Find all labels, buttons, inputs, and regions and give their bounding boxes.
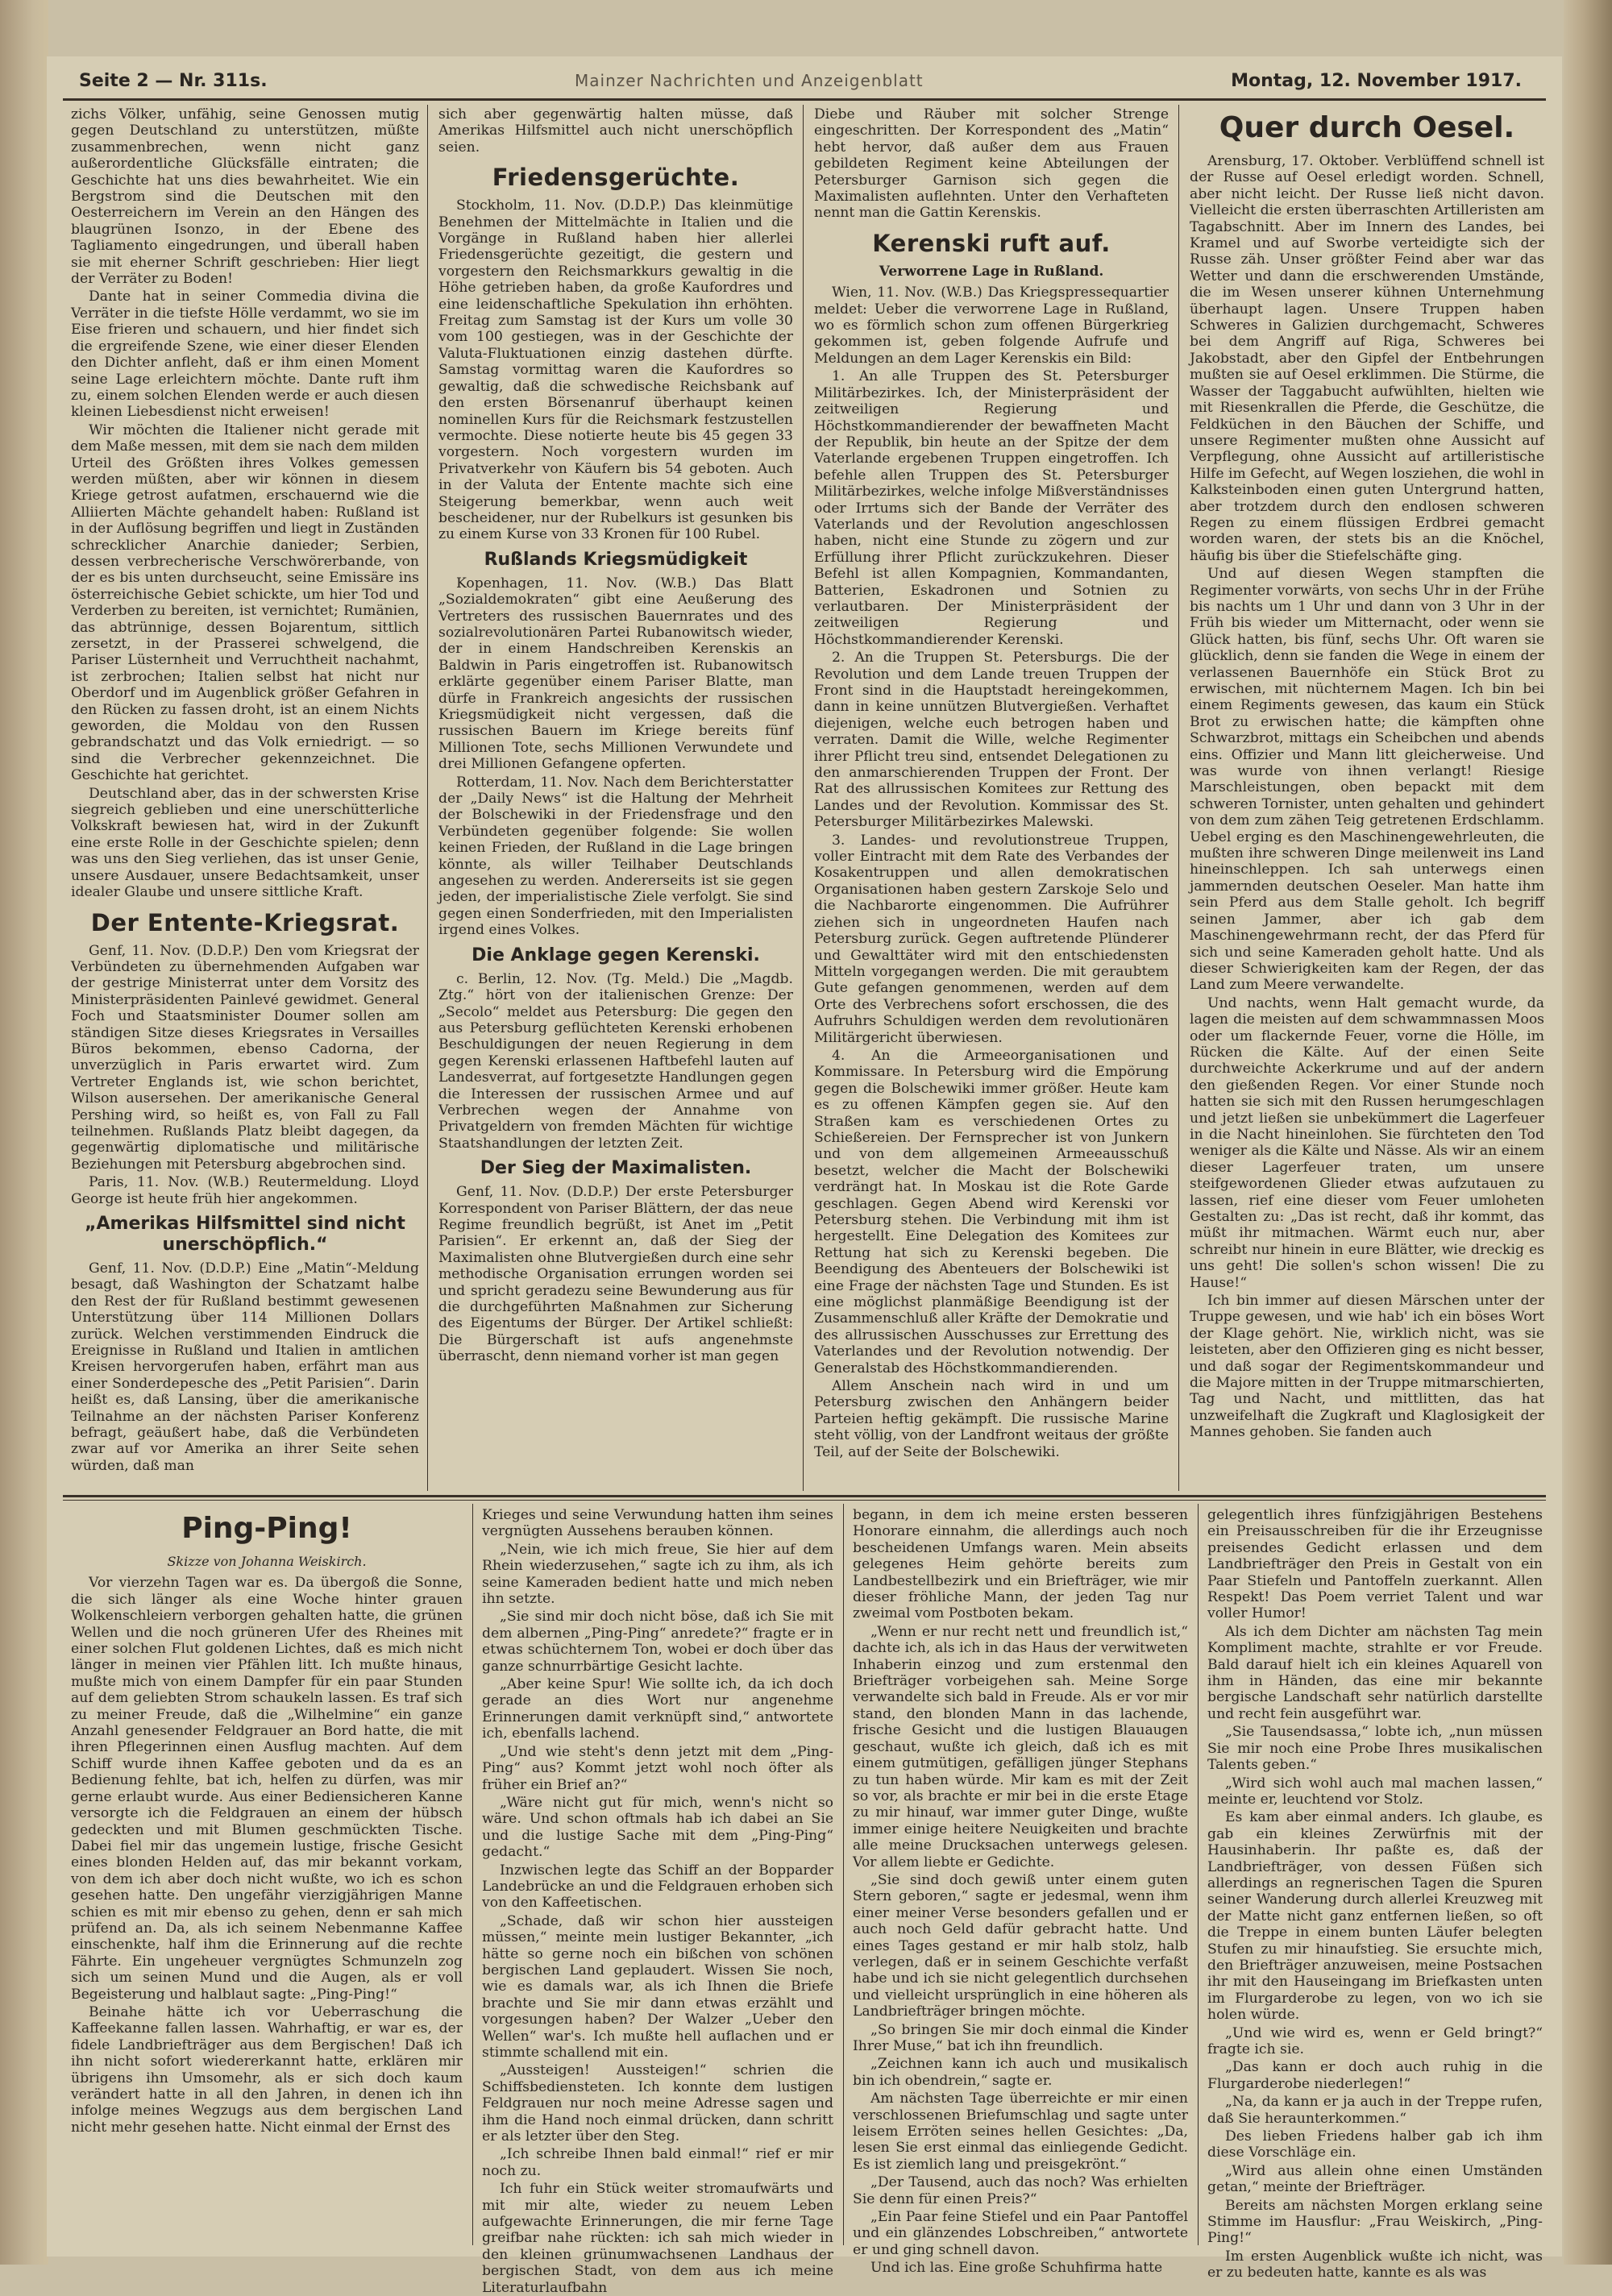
paragraph: Genf, 11. Nov. (D.D.P.) Der erste Petersburger Korrespondent von Pariser Blättern, der das neue Regime freundlich begrüßt, ist Anet im „Petit Parisien“. Er erkennt an, daß der Sieg der Maximalisten ohne Blutvergießen durch eine sehr methodische Organisation errungen worden sei und spricht geradezu seine Bewunderung aus für die durchgeführten Maßnahmen zur Sicherung des Eigentums der Bürger. Der Artikel schließt: Die Bürgerschaft ist aufs angenehmste überrascht, denn niemand vorher ist man gegen (438, 1184, 793, 1365)
feuilleton-column-4 (1207, 1507, 1543, 2281)
paragraph: Ich fuhr ein Stück weiter stromaufwärts und mit mir alte, wieder zu neuem Leben aufgewachte Erinnerungen, die mir ferne Tage greifbar nahe rückten: ich sah mich wieder in den kleinen grünumwachsenen Landhaus der bergischen Stadt, von dem aus ich meine Literaturlaufbahn (482, 2181, 833, 2296)
headline-kerenski-ruft-auf: Kerenski ruft auf. (872, 229, 1111, 257)
paragraph: Im ersten Augenblick wußte ich nicht, was er zu bedeuten hatte, kannte es als was (1207, 2248, 1543, 2281)
column-rule (803, 105, 804, 1491)
paragraph: Beinahe hätte ich vor Ueberraschung die Kaffeekanne fallen lassen. Wahrhaftig, er war es, der fidele Landbriefträger aus dem Bergischen! Daß ich ihn nicht sofort wiedererkannt hatte, erklären mir übrigens ihn Umsomehr, als er sich doch kaum verändert hatte in all den Jahren, in denen ich ihn infolge meines Wegzugs aus dem bergischen Land nicht mehr gesehen hatte. Nicht einmal der Ernst des (71, 2003, 463, 2136)
paragraph: Kopenhagen, 11. Nov. (W.B.) Das Blatt „Sozialdemokraten“ gibt eine Aeußerung des Vertreters des russischen Bauernrates und des sozialrevolutionären Partei Rubanowitsch wieder, der in einem Handschreiben Kerenskis an Baldwin in Paris eingetroffen ist. Rubanowitsch erklärte gegenüber einem Pariser Blatte, man dürfe in Frankreich angesichts der russischen Kriegsmüdigkeit nicht vergessen, daß die russischen Bauern im Kriege bereits fünf Millionen Tote, sechs Millionen Verwundete und drei Millionen Gefangene opferten. (438, 575, 793, 773)
paragraph: begann, in dem ich meine ersten besseren Honorare einnahm, die allerdings auch noch bescheidenen Umfangs waren. Mein abseits gelegenes Heim gehörte bereits zum Landbestellbezirk und ein Briefträger, wie mir dieser fröhliche Mann, der jeden Tag nur zweimal vom Postboten bekam. (853, 1507, 1188, 1622)
paragraph: Allem Anschein nach wird in und um Petersburg zwischen den Anhängern beider Parteien heftig gekämpft. Die russische Marine steht völlig, von der Landfront weitaus der größte Teil, auf der Seite der Bolschewiki. (814, 1378, 1169, 1460)
paragraph: Wien, 11. Nov. (W.B.) Das Kriegspressequartier meldet: Ueber die verworrene Lage in Rußland, wo es förmlich schon zum offenen Bürgerkrieg gekommen ist, geben folgende Aufrufe und Meldungen an dem Lager Kerenskis ein Bild: (814, 284, 1169, 367)
story-byline: Skizze von Johanna Weiskirch. (167, 1554, 367, 1569)
paragraph: Des lieben Friedens halber gab ich ihm diese Vorschläge ein. (1207, 2128, 1543, 2161)
paragraph: sich aber gegenwärtig halten müsse, daß Amerikas Hilfsmittel auch nicht unerschöpflich seien. (438, 106, 793, 156)
paragraph: „Na, da kann er ja auch in der Treppe rufen, daß Sie heraunterkommen.“ (1207, 2094, 1543, 2127)
feuilleton-rule-thin (63, 1500, 1546, 1501)
paragraph: „Sie sind mir doch nicht böse, daß ich Sie mit dem albernen „Ping-Ping“ anredete?“ fragte er in etwas schüchternem Ton, wobei er doch über das ganze schnurrbärtige Gesicht lachte. (482, 1609, 833, 1675)
paragraph: „Das kann er doch auch ruhig in die Flurgarderobe niederlegen!“ (1207, 2059, 1543, 2092)
paragraph: „So bringen Sie mir doch einmal die Kinder Ihrer Muse,“ bat ich ihn freundlich. (853, 2021, 1188, 2054)
paragraph: „Wird sich wohl auch mal machen lassen,“ meinte er, leuchtend vor Stolz. (1207, 1775, 1543, 1808)
header-rule (63, 98, 1546, 101)
paragraph: „Aber keine Spur! Wie sollte ich, da ich doch gerade an dies Wort nur angenehme Erinnerungen damit verknüpft sind,“ antwortete ich, ebenfalls lachend. (482, 1676, 833, 1742)
issue-date: Montag, 12. November 1917. (1231, 70, 1522, 91)
feuilleton-column-3 (853, 1507, 1188, 2277)
column-1 (71, 106, 419, 1489)
newspaper-page (47, 56, 1562, 2296)
story-title: Ping-Ping! (181, 1512, 352, 1545)
column-rule (427, 105, 428, 1491)
page-number: Seite 2 — Nr. 311s. (79, 70, 268, 91)
paragraph: Arensburg, 17. Oktober. Verblüffend schnell ist der Russe auf Oesel erledigt worden. Schnell, aber nicht leicht. Der Russe ließ nicht davon. Vielleicht die ersten überraschten Artilleristen am Tagabschnitt. Aber im Innern des Landes, bei Kramel und auf Sworbe verteidigte sich der Russe zäh. Unser größter Feind aber war das Wetter und dann die erschwerenden Umstände, die im Wesen unserer kühnen Unternehmung überhaupt lagen. Unsere Truppen haben Schweres in Galizien durchgemacht, Schweres bei dem Angriff auf Riga, Schweres bei Jakobstadt, aber den Gipfel der Entbehrungen mußten sie auf Oesel erklimmen. Die Stürme, die Wasser der Taggabucht aufwühlten, hielten wie mit Riesenkrallen die Pferde, die Geschütze, die Feldküchen in den Bäuchen der Schiffe, und unsere Regimenter mußten ohne Aussicht auf Verpflegung, ohne Aussicht auf artilleristische Hilfe im Gefecht, auf Wegen losziehen, die wohl in Kalksteinboden einen guten Untergrund hatten, aber trotzdem durch den endlosen schweren Regen zu einem flüssigen Erdbrei gemacht worden waren, der stets bis an die Knöchel, häufig bis über die Stiefelschäfte ging. (1190, 153, 1544, 564)
feuilleton-rule (63, 1495, 1546, 1497)
paragraph: „Schade, daß wir schon hier aussteigen müssen,“ meinte mein lustiger Bekannter, „ich hätte so gerne noch ein bißchen von schönen bergischen Land geplaudert. Wissen Sie noch, wie es damals war, als ich Ihnen die Briefe brachte und Sie mir dann etwas erzählt und vorgesungen haben? Der Walzer „Ueber den Wellen“ war's. Ich mußte hell auflachen und er stimmte schallend mit ein. (482, 1912, 833, 2061)
paragraph: Und auf diesen Wegen stampften die Regimenter vorwärts, von sechs Uhr in der Frühe bis nachts um 1 Uhr und dann von 3 Uhr in der Früh bis wieder um Mitternacht, oder wenn sie Glück hatten, bis fünf, sechs Uhr. Oft waren sie glücklich, denn sie fanden die Wege in einem der verlassenen Bauernhöfe ein Stück Brot zu erwischen, mit nüchternem Magen. Ich bin bei einem Regiments gewesen, das kaum ein Stück Brot zu erwischen hatte; die kämpften ohne Schwarzbrot, mittags ein Scheibchen und abends eins. Offizier und Mann litt gleicherweise. Und was wurde von ihnen verlangt! Riesige Marschleistungen, oben bepackt mit dem schweren Tornister, unten gehalten und gehindert von dem zum zähen Teig getretenen Erdschlamm. Uebel erging es den Maschinengewehrleuten, die mußten ihre schweren Dinge meilenweit ins Land hineinschleppen. Ich sah unterwegs einen jammernden deutschen Oeseler. Man hatte ihm sein Pferd aus dem Stalle geholt. Ich begriff seinen Jammer, aber ich gab dem Maschinengewehrmann recht, der das Pferd für sich und seine Kameraden geholt hatte. Und als dieser Schwierigkeiten kam der Regen, der das Land zum Meere verwandelte. (1190, 566, 1544, 994)
paragraph: Dante hat in seiner Commedia divina die Verräter in die tiefste Hölle verdammt, wo sie im Eise frieren und schauern, und hier findet sich die ergreifende Szene, wie einer dieser Elenden den Dichter anfleht, daß er ihm einen Moment seine Lage erleichtern möchte. Dante ruft ihm zu, einem solchen Elenden werde er auch diesen kleinen Liebesdienst nicht erweisen! (71, 289, 419, 421)
feuilleton-column-2 (482, 1507, 833, 2296)
paragraph: 2. An die Truppen St. Petersburgs. Die der Revolution und dem Lande treuen Truppen der Front sind in die Hauptstadt hereingekommen, dann in keine unnützen Blutvergießen. Verhaftet diejenigen, welche euch betrogen haben und verraten. Damit die Wille, welche Regimenter ihrer Pflicht treu sind, entsendet Delegationen zu den anmarschierenden Truppen der Front. Der Rat des allrussischen Komitees zur Rettung des Landes und der Revolution. Kommissar des St. Petersburger Militärbezirkes Malewski. (814, 650, 1169, 831)
paragraph: „Aussteigen! Aussteigen!“ schrien die Schiffsbediensteten. Ich konnte dem lustigen Feldgrauen nur noch meine Adresse sagen und ihm die Hand noch einmal drücken, dann schritt er als letzter über den Steg. (482, 2062, 833, 2145)
column-4 (1190, 106, 1544, 1489)
paragraph: Wir möchten die Italiener nicht gerade mit dem Maße messen, mit dem sie nach dem milden Urteil des Größten ihres Volkes gemessen werden müßten, aber wir können in diesem Kriege getrost aufatmen, erschauernd wie die Alliierten Mächte gehandelt haben: Rußland ist in der Auflösung begriffen und liegt in Zuständen schrecklicher Anarchie danieder; Serbien, dessen verbrecherische Verschwörerbande, von der es bis unten durchseucht, seine Emissäre ins österreichische Gebiet schickte, um hier Tod und Verderben zu bereiten, ist vernichtet; Rumänien, das abtrünnige, dessen Bojarentum, sittlich zersetzt, in der Prasserei schwelgend, die Pariser Lüsternheit und Verruchtheit nachahmt, ist zerbrochen; Italien selbst hat nicht nur Oberdorf und im Augenblick größer Gefahren in den Rücken zu fassen droht, ist an einem Nichts geworden, die Moldau von den Russen gebrandschatzt und das Volk erniedrigt. — so sind die Verbrecher gekennzeichnet. Die Geschichte hat gerichtet. (71, 421, 419, 784)
column-rule (843, 1504, 844, 2245)
page-edge-left (0, 0, 48, 2265)
paragraph: Und nachts, wenn Halt gemacht wurde, da lagen die meisten auf dem schwammnassen Moos oder um flackernde Feuer, vorne die Hölle, im Rücken die Kälte. Auf der einen Seite durchweichte Ackerkrume und auf der andern den gießenden Regen. Vor einer Stunde noch hatten sie sich mit den Russen herumgeschlagen und jetzt ließen sie unbekümmert die Lagerfeuer in die Nacht hineinlohen. Sie fürchteten den Tod weniger als die Kälte und Nässe. Als wir an einem dieser Lagerfeuer traten, um unsere steifgewordenen Glieder etwas aufzutauen zu lassen, rief eine dieser vom Feuer umloheten Gestalten zu: „Das ist recht, daß ihr kommt, das müßt ihr mitmachen. Wärmt euch nur, aber schreibt nur hinein in eure Blätter, wie dreckig es uns geht! Die sollen's schon wissen! Die zu Hause!“ (1190, 994, 1544, 1291)
paragraph: „Und wie steht's denn jetzt mit dem „Ping-Ping“ aus? Kommt jetzt wohl noch öfter als früher ein Brief an?“ (482, 1743, 833, 1793)
feuilleton-column-1 (71, 1507, 463, 2245)
paragraph: Als ich dem Dichter am nächsten Tag mein Kompliment machte, strahlte er vor Freude. Bald darauf hielt ich ein kleines Aquarell von ihm in Händen, das eine mir bekannte bergische Landschaft sehr natürlich darstellte und recht fein ausgeführt war. (1207, 1623, 1543, 1722)
column-3 (814, 106, 1169, 1489)
page-edge-right (1564, 0, 1612, 2265)
paragraph: Krieges und seine Verwundung hatten ihm seines vergnügten Aussehens berauben können. (482, 1507, 833, 1540)
paragraph: Am nächsten Tage überreichte er mir einen verschlossenen Briefumschlag und sagte unter leisem Erröten seines hellen Gesichtes: „Da, lesen Sie erst einmal das einliegende Gedicht. Es ist ziemlich lang und preisgekrönt.“ (853, 2090, 1188, 2173)
paragraph: Inzwischen legte das Schiff an der Bopparder Landebrücke an und die Feldgrauen erhoben sich von den Kaffeetischen. (482, 1862, 833, 1912)
page-header (47, 64, 1562, 97)
paragraph: „Der Tausend, auch das noch? Was erhielten Sie denn für einen Preis?“ (853, 2174, 1188, 2207)
paragraph: „Und wie wird es, wenn er Geld bringt?“ fragte ich sie. (1207, 2024, 1543, 2057)
paragraph: „Wenn er nur recht nett und freundlich ist,“ dachte ich, als ich in das Haus der verwitweten Inhaberin einzog und zum erstenmal den Briefträger vorbeigehen sah. Meine Sorge verwandelte sich bald in Freude. Als er vor mir stand, den blonden Mann in das lachende, frische Gesicht und die lustigen Blauaugen geschaut, wußte ich gleich, daß ich es mit einem gutmütigen, gefälligen jünger Stephans zu tun haben würde. Mir kam es mit der Zeit so vor, als brachte er mir bei in die erste Etage zu mir hinauf, war immer guter Dinge, wußte immer einige heitere Neuigkeiten und brachte alle meine Drucksachen unterwegs gelesen. Vor allem liebte er Gedichte. (853, 1623, 1188, 1870)
paragraph: Es kam aber einmal anders. Ich glaube, es gab ein kleines Zerwürfnis mit der Hausinhaberin. Ihr paßte es, daß der Landbriefträger, von dessen Füßen sich allerdings an regnerischen Tagen die Spuren seiner Wanderung durch allerlei Kreuzweg mit der Matte nicht ganz entfernen ließen, so oft die Treppe in einem bunten Läufer belegten Stufen zu mir hinaufstieg. Sie ersuchte mich, den Briefträger anzuweisen, meine Postsachen ihr mit den Hauseingang im Briefkasten unten im Flurgarderobe zu legen, von wo ich sie holen würde. (1207, 1809, 1543, 2024)
paragraph: gelegentlich ihres fünfzigjährigen Bestehens ein Preisausschreiben für die ihr Erzeugnisse preisendes Gedicht erlassen und dem Landbriefträger den Preis in Gestalt von ein Paar Stiefeln und Pantoffeln zuerkannt. Allen Respekt! Das Poem verriet Talent und war voller Humor! (1207, 1507, 1543, 1622)
paragraph: Paris, 11. Nov. (W.B.) Reutermeldung. Lloyd George ist heute früh hier angekommen. (71, 1174, 419, 1207)
column-rule (1178, 105, 1179, 1491)
paragraph: „Sie sind doch gewiß unter einem guten Stern geboren,“ sagte er jedesmal, wenn ihm einer meiner Verse besonders gefallen und er auch noch Geld dafür gebracht hatte. Und eines Tages gestand er mir halb stolz, halb verlegen, daß er in seinem Geschichte verfaßt habe und ich sie nicht gelegentlich durchsehen und vielleicht ursprünglich in eine höheren als Landbriefträger bringen möchte. (853, 1871, 1188, 2020)
paragraph: „Ich schreibe Ihnen bald einmal!“ rief er mir noch zu. (482, 2146, 833, 2179)
paragraph: „Zeichnen kann ich auch und musikalisch bin ich obendrein,“ sagte er. (853, 2056, 1188, 2089)
column-2 (438, 106, 793, 1489)
headline-russlands-kriegsmuedigkeit: Rußlands Kriegsmüdigkeit (484, 549, 748, 570)
paragraph: 3. Landes- und revolutionstreue Truppen, voller Eintracht mit dem Rate des Verbandes der Kosakentruppen und allen demokratischen Organisationen haben gestern Zarskoje Selo und die Nachbarorte eingenommen. Die Aufrührer ziehen sich in ungeordneten Haufen nach Petersburg zurück. Gegen auftretende Plünderer und Gewalttäter wird mit den entschiedensten Mitteln vorgegangen werden. Die mit geraubtem Gute gefangen genommenen, werden auf dem Orte des Verbrechens sofort erschossen, die des Aufruhrs Schuldigen werden dem revolutionären Militärgericht überwiesen. (814, 832, 1169, 1046)
paragraph: Deutschland aber, das in der schwersten Krise siegreich geblieben und eine unerschütterliche Volkskraft bewiesen hat, wird in der Zukunft eine erste Rolle in der Geschichte spielen; denn was uns den Sieg verliehen, das ist unser Genie, unsere Ausdauer, unsere Bedachtsamkeit, unser idealer Glaube und unsere sittliche Kraft. (71, 785, 419, 901)
paragraph: c. Berlin, 12. Nov. (Tg. Meld.) Die „Magdb. Ztg.“ hört von der italienischen Grenze: Der „Secolo“ meldet aus Petersburg: Die gegen den aus Petersburg geflüchteten Kerenski erhobenen Beschuldigungen der neuen Regierung in dem gegen Kerenski erlassenen Haftbefehl lauten auf Landesverrat, auf fortgesetzte Handlungen gegen die Interessen der russischen Armee und auf Verbrechen wegen der Annahme von Privatgeldern von fremden Mächten für wichtige Staatshandlungen der letzten Zeit. (438, 970, 793, 1152)
masthead: Mainzer Nachrichten und Anzeigenblatt (575, 71, 924, 90)
paragraph: 4. An die Armeeorganisationen und Kommissare. In Petersburg wird die Empörung gegen die Bolschewiki immer größer. Heute kam es zu offenen Kämpfen gegen sie. Auf den Straßen kam es verschiedenen Ortes zu Schießereien. Der Fernsprecher ist von Junkern und von dem allgemeinen Armeeausschuß besetzt, welcher die Macht der Bolschewiki verdrängt hat. In Moskau ist die Rote Garde geschlagen. Gegen Abend wird Kerenski vor Petersburg stehen. Die Verbindung mit ihm ist hergestellt. Eine Delegation des Komitees zur Rettung hat sich zu Kerenski begeben. Die Beendigung des Abenteuers der Bolschewiki ist eine Frage der nächsten Tage und Stunden. Es ist eine möglichst planmäßige Beendigung ist der Zusammenschluß aller Kräfte der Demokratie und des allrussischen Ausschusses zur Errettung des Vaterlandes und der Revolution notwendig. Der Generalstab des Höchstkommandierenden. (814, 1047, 1169, 1376)
column-rule (1198, 1504, 1199, 2245)
paragraph: „Nein, wie ich mich freue, Sie hier auf dem Rhein wiederzusehen,“ sagte ich zu ihm, als ich seine Kameraden bedient hatte und mich neben ihn setzte. (482, 1541, 833, 1608)
paragraph: Vor vierzehn Tagen war es. Da übergoß die Sonne, die sich länger als eine Woche hinter grauen Wolkenschleiern verborgen gehalten hatte, die grünen Wellen und die noch grüneren Ufer des Rheines mit einer solchen Flut goldenen Lichtes, daß es mich nicht länger in meinen vier Pfählen litt. Ich mußte hinaus, mußte mich von einem Dampfer für ein paar Stunden auf dem geliebten Strom schaukeln lassen. Es traf sich zu meiner Freude, daß die „Wilhelmine“ ein ganze Anzahl genesender Feldgrauer an Bord hatte, die mit ihren Pflegerinnen einen Ausflug machten. Auf dem Schiff wurde ihnen Kaffee geboten und da es an Bedienung fehlte, bat ich, helfen zu dürfen, was mir gerne erlaubt wurde. Aus einer Bediensicheren Kanne versorgte ich die Feldgrauen an einem der hübsch gedeckten und mit Blumen geschmückten Tische. Dabei fiel mir das ungemein lustige, frische Gesicht eines blonden Helden auf, das mir bekannt vorkam, von dem ich aber doch nicht wußte, wo ich es schon gesehen hatte. Den ungefähr vierzigjährigen Manne schien es mit mir ebenso zu gehen, denn er sah mich prüfend an. Da, als ich seinem Nebenmanne Kaffee einschenkte, half ihm die Erinnerung auf die rechte Fährte. Ein ungeheuer vergnügtes Schmunzeln zog sich um seinen Mund und die Augen, als er voll Begeisterung und halblaut sagte: „Ping-Ping!“ (71, 1575, 463, 2003)
paragraph: Genf, 11. Nov. (D.D.P.) Eine „Matin“-Meldung besagt, daß Washington der Schatzamt halbe den Rest der für Rußland bestimmt gewesenen Unterstützung über 114 Millionen Dollars zurück. Welchen verstimmenden Eindruck die Ereignisse in Rußland und Italien in amtlichen Kreisen hervorgerufen haben, erfährt man aus einer Sonderdepesche des „Petit Parisien“. Darin heißt es, daß Lansing, über die amerikanische Teilnahme an der nächsten Pariser Konferenz befragt, geäußert habe, daß die Verbündeten zwar auf vor Amerika an ihrer Seite sehen würden, daß man (71, 1260, 419, 1474)
paragraph: 1. An alle Truppen des St. Petersburger Militärbezirkes. Ich, der Ministerpräsident der zeitweiligen Regierung und Höchstkommandierender der bewaffneten Macht der Republik, bin heute an der Spitze der dem Vaterlande ergebenen Truppen eingetroffen. Ich befehle allen Truppen des St. Petersburger Militärbezirkes, welche infolge Mißverständnisses oder Irrtums sich der Bande der Verräter des Vaterlands und der Revolution angeschlossen haben, nicht eine Stunde zu zögern und zur Erfüllung ihrer Pflicht zurückzukehren. Dieser Befehl ist allen Kompagnien, Kommandanten, Batterien, Eskadronen und Sotnien zu verlautbaren. Der Ministerpräsident der zeitweiligen Regierung und Höchstkommandierender Kerenski. (814, 368, 1169, 648)
headline-sieg-maximalisten: Der Sieg der Maximalisten. (480, 1158, 752, 1179)
headline-entente-kriegsrat: Der Entente-Kriegsrat. (90, 908, 400, 936)
headline-quer-durch-oesel: Quer durch Oesel. (1219, 111, 1515, 144)
paragraph: „Wäre nicht gut für mich, wenn's nicht so wäre. Und schon oftmals hab ich dabei an Sie und die lustige Sache mit dem „Ping-Ping“ gedacht.“ (482, 1794, 833, 1861)
paragraph: „Wird aus allein ohne einen Umständen getan,“ meinte der Briefträger. (1207, 2162, 1543, 2196)
paragraph: Bereits am nächsten Morgen erklang seine Stimme im Hausflur: „Frau Weiskirch, „Ping-Ping!“ (1207, 2197, 1543, 2247)
headline-friedensgeruechte: Friedensgerüchte. (492, 164, 740, 192)
paragraph: Diebe und Räuber mit solcher Strenge eingeschritten. Der Korrespondent des „Matin“ hebt hervor, daß außer dem aus Frauen gebildeten Regiment keine Abteilungen der Petersburger Garnison sich gegen die Maximalisten auflehnten. Unter den Verhafteten nennt man die Gattin Kerenskis. (814, 106, 1169, 222)
column-rule (472, 1504, 473, 2245)
paragraph: „Ein Paar feine Stiefel und ein Paar Pantoffel und ein glänzendes Lobschreiben,“ antwortete er und ging schnell davon. (853, 2209, 1188, 2258)
paragraph: Und ich las. Eine große Schuhfirma hatte (870, 2260, 1163, 2277)
headline-anklage-kerenski: Die Anklage gegen Kerenski. (472, 945, 760, 965)
paragraph: zichs Völker, unfähig, seine Genossen mutig gegen Deutschland zu unterstützen, müßte zusammenbrechen, wenn nicht ganz außerordentliche Glücksfälle eintraten; die Geschichte hat uns dies bewahrheitet. Wie ein Bergstrom sind die Deutschen mit den Oesterreichern im Verein an den Hängen des blaugrünen Isonzo, in der Ebene des Tagliamento eingedrungen, und überall haben sie mit eherner Schrift geschrieben: Hier liegt der Verräter zu Boden! (71, 106, 419, 288)
subheadline: Verworrene Lage in Rußland. (879, 263, 1104, 280)
paragraph: „Sie Tausendsassa,“ lobte ich, „nun müssen Sie mir noch eine Probe Ihres musikalischen Talents geben.“ (1207, 1724, 1543, 1774)
paragraph: Ich bin immer auf diesen Märschen unter der Truppe gewesen, und wie hab' ich ein böses Wort der Klage gehört. Nie, wirklich nicht, was sie leisteten, aber den Offizieren ging es nicht besser, und daß sogar der Regimentskommandeur und die Majore mitten in der Truppe mitmarschierten, Tag und Nacht, und mittlitten, das hat unzweifelhaft die Zugkraft und Klaglosigkeit der Mannes gehoben. Sie fanden auch (1190, 1293, 1544, 1441)
paragraph: Genf, 11. Nov. (D.D.P.) Den vom Kriegsrat der Verbündeten zu übernehmenden Aufgaben war der gestrige Ministerrat unter dem Vorsitz des Ministerpräsidenten Painlevé gewidmet. General Foch und Staatsminister Doumer sollen am ständigen Sitze dieses Kriegsrates in Versailles Büros bekommen, ebenso Cadorna, der unverzüglich in Paris erwartet wird. Zum Vertreter Englands ist, wie schon berichtet, Wilson ausersehen. Der amerikanische General Pershing wird, so heißt es, von Fall zu Fall teilnehmen. Rußlands Platz bleibt dagegen, da gegenwärtig diplomatische und militärische Beziehungen mit Petersburg abgebrochen sind. (71, 942, 419, 1173)
headline-amerikas-hilfsmittel: „Amerikas Hilfsmittel sind nicht unerschöpflich.“ (85, 1214, 405, 1255)
paragraph: Rotterdam, 11. Nov. Nach dem Berichterstatter der „Daily News“ ist die Haltung der Mehrheit der Bolschewiki in der Friedensfrage und den Verbündeten gegenüber folgende: Sie wollen keinen Frieden, der Rußland in die Lage bringen könnte, als willer Teilhaber Deutschlands angesehen zu werden. Andererseits ist sie gegen jeden, der imperialistische Ziele verfolgt. Sie sind gegen einen Sonderfrieden, mit den Imperialisten irgend eines Volkes. (438, 774, 793, 939)
paragraph: Stockholm, 11. Nov. (D.D.P.) Das kleinmütige Benehmen der Mittelmächte in Italien und die Vorgänge in Rußland haben hier allerlei Friedensgerüchte gezeitigt, die gestern und vorgestern den Reichsmarkkurs gewaltig in die Höhe getrieben haben, da große Kaufordres und eine leidenschaftliche Spekulation ihn erhöhten. Freitag zum Samstag ist der Kurs um volle 30 vom 100 gestiegen, was in der Geschichte der Valuta-Fluktuationen einzig dastehen dürfte. Samstag vormittag waren die Kaufordres so gewaltig, daß die schwedische Reichsbank auf den ersten Börsenanruf überhaupt keinen nominellen Kurs für die Reichsmark festzustellen vermochte. Diese notierte heute bis 45 gegen 33 vorgestern. Noch vorgestern wurden im Privatverkehr von Käufern bis 54 geboten. Auch in der Valuta der Entente machte sich eine Steigerung bemerkbar, wenn auch weit bescheidener, nur der Rubelkurs ist gesunken bis zu einem Kurse von 33 Kronen für 100 Rubel. (438, 197, 793, 543)
